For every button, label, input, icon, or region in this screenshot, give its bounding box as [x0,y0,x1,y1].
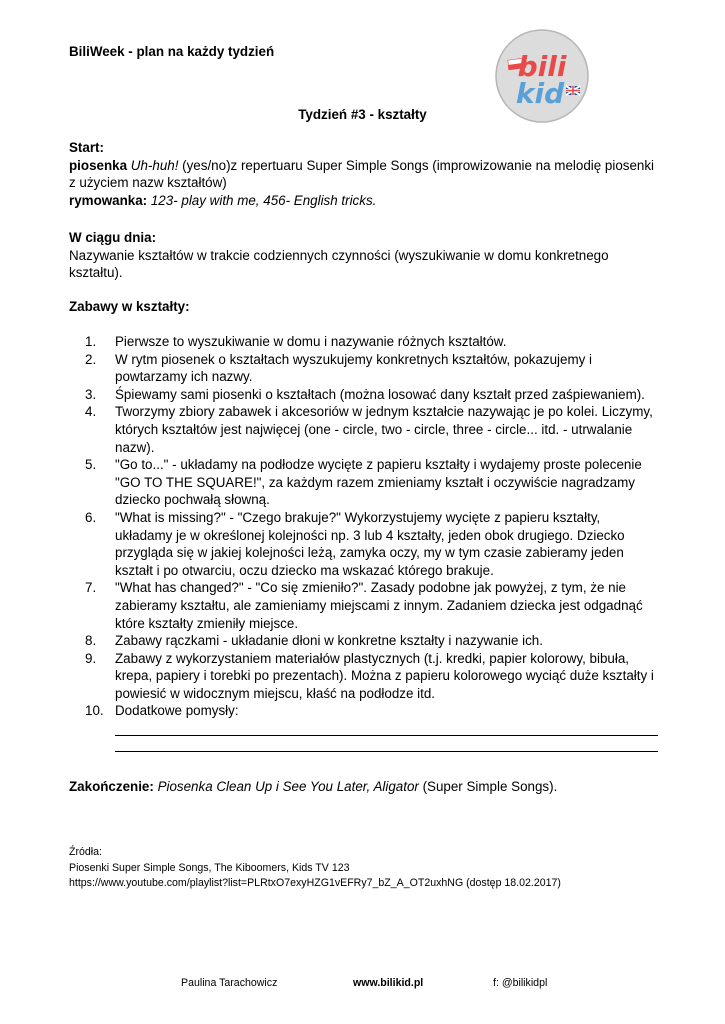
logo-text-bottom: kid [515,77,565,110]
footer-website[interactable]: www.bilikid.pl [353,977,424,989]
list-item: 10. Dodatkowe pomysły: [85,702,660,752]
games-heading-block [69,298,664,316]
start-section [69,139,664,209]
list-item: 9. Zabawy z wykorzystaniem materiałów plastycznych (t.j. kredki, papier kolorowy, bibuła, krepa, papiery i torebki po prezentach). Można z papieru kolorowego wyciąć duże kształty i powiesić w widocznym miejscu, kłaść na podłodze itd. [85,650,654,701]
footer-facebook: f: @bilikidpl [493,977,548,989]
blank-line [115,720,658,736]
list-item: 4. Tworzymy zbiory zabawek i akcesoriów w jednym kształcie nazywając je po kolei. Liczymy, których kształtów jest najwięcej (one - circle, two - circle, three - circle... itd. - utrwalanie nazw). [85,404,653,455]
list-item: 3. Śpiewamy sami piosenki o kształtach (można losować dany kształt przed zaśpiewaniem). [85,386,645,402]
document-header-title: BiliWeek - plan na każdy tydzień [69,44,275,59]
ending-songs: Piosenka Clean Up i See You Later, Aligator [153,779,419,794]
sources-label: Źródła: [69,846,102,858]
list-item: 2. W rytm piosenek o kształtach wyszukujemy konkretnych kształtów, pokazujemy i powtarzamy ich nazwy. [85,351,593,385]
uk-flag-icon [566,86,580,95]
logo-text-top: bili [517,50,567,83]
ending-label: Zakończenie: [69,779,154,794]
sources-section [69,845,561,892]
week-title: Tydzień #3 - kształty [298,107,427,122]
ending-section [69,778,664,796]
list-item: 5. "Go to..." - układamy na podłodze wycięte z papieru kształty i wydajemy proste polecenie "GO TO THE SQUARE!", za każdym razem zmieniamy kształt i oczywiście nagradzamy dziecko pochwałą słowną. [85,457,642,508]
sources-line-2: https://www.youtube.com/playlist?list=PLRtxO7exyHZG1vEFRy7_bZ_A_OT2uxhNG (dostęp 18.02.2017) [69,877,561,889]
games-list [85,333,660,752]
list-item: 8. Zabawy rączkami - układanie dłoni w konkretne kształty i nazywanie ich. [85,633,543,649]
song-rest: (yes/no)z repertuaru Super Simple Songs (improwizowanie na melodię piosenki z użyciem nazw kształtów) [69,157,655,191]
start-heading: Start: [69,140,104,155]
song-title: Uh-huh! [130,157,179,173]
rhyme-label: rymowanka: [69,192,148,208]
footer-author: Paulina Tarachowicz [181,977,278,989]
day-heading: W ciągu dnia: [69,230,157,245]
day-section [69,229,664,282]
start-song-line [69,157,664,192]
ending-suffix: (Super Simple Songs). [418,779,558,794]
list-item: 6. "What is missing?" - "Czego brakuje?" Wykorzystujemy wycięte z papieru kształty, układamy je w określonej kolejności np. 3 lub 4 kształty, jeden obok drugiego. Dziecko przygląda się w jakiej kolejności leżą, zamyka oczy, my w tym czasie zabieramy jeden kształt i po otwarciu, oczu dziecko ma wskazać którego brakuje. [85,509,625,578]
sources-line-1: Piosenki Super Simple Songs, The Kiboomers, Kids TV 123 [69,861,350,874]
day-text: Nazywanie kształtów w trakcie codziennych czynności (wyszukiwanie w domu konkretnego kształtu). [69,247,609,281]
blank-line [115,736,658,752]
song-label: piosenka [69,157,128,173]
start-rhyme-line [69,192,664,210]
list-item: 1. Pierwsze to wyszukiwanie w domu i nazywanie różnych kształtów. [85,334,507,349]
games-heading: Zabawy w kształty: [69,299,190,314]
list-item: 7. "What has changed?" - "Co się zmieniło?". Zasady podobne jak powyżej, z tym, że nie zabieramy kształtu, ale zamieniamy miejscami z innym. Zadaniem dziecka jest odgadnąć które kształty zmieniły miejsce. [85,580,643,631]
rhyme-text: 123- play with me, 456- English tricks. [147,192,377,208]
